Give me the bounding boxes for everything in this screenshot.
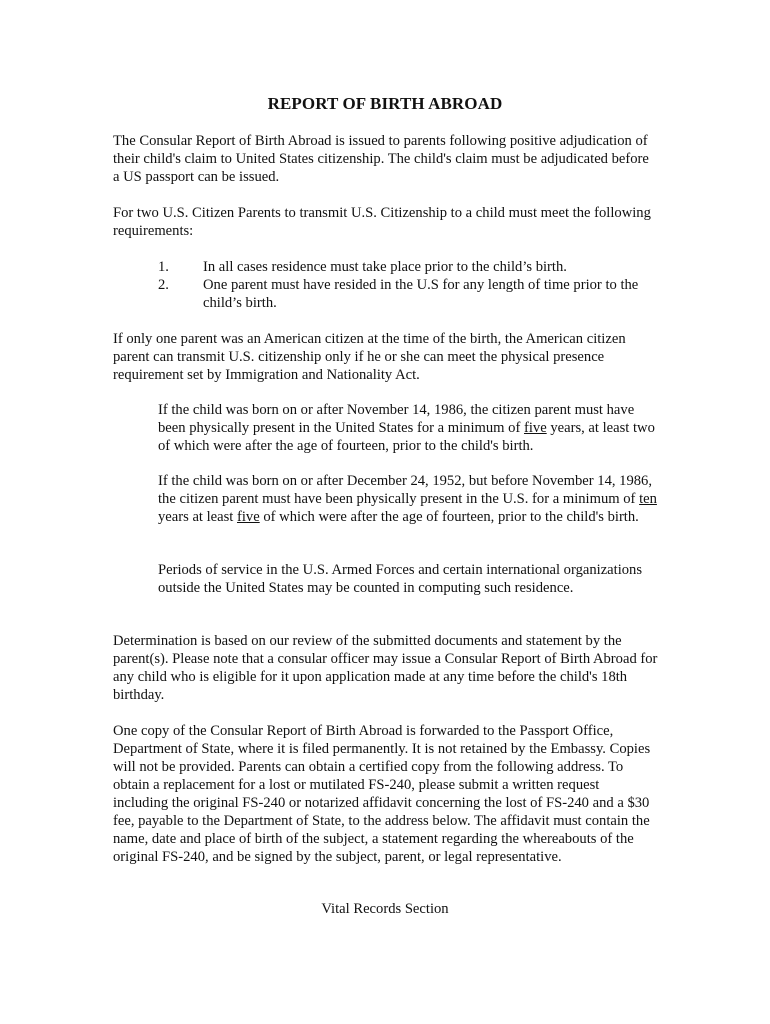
rule-1986-text-before: If the child was born on or after November 14, 1986, the citizen parent must have been physically present in the United States for a minimum of — [158, 402, 635, 436]
list-item — [113, 276, 658, 312]
one-parent-paragraph: If only one parent was an American citizen at the time of the birth, the American citizen parent can transmit U.S. citizenship only if he or she can meet the physical presence requirement set by Immigration and Nationality Act. — [113, 331, 626, 383]
document-title: REPORT OF BIRTH ABROAD — [267, 94, 503, 113]
rule-1986-underlined: five — [523, 420, 547, 436]
rule-1986-text-after: years, at least two of which were after the age of fourteen, prior to the child's birth. — [158, 420, 655, 454]
rule-1952-underlined-1: ten — [639, 491, 657, 507]
intro-paragraph: The Consular Report of Birth Abroad is issued to parents following positive adjudication of their child's claim to United States citizenship. The child's claim must be adjudicated before a US passport can be issued. — [113, 133, 649, 185]
rule-1952-underlined-2: five — [237, 509, 260, 525]
list-item-number: 1. — [158, 259, 169, 275]
rule-1952-text-after: of which were after the age of fourteen, prior to the child's birth. — [259, 509, 639, 525]
rule-1952-text-middle: years at least — [158, 509, 238, 525]
section-label: Vital Records Section — [321, 901, 449, 917]
rule-1952-text-before: If the child was born on or after December 24, 1952, but before November 14, 1986, the citizen parent must have been physically present in the U.S. for a minimum of — [158, 473, 653, 507]
two-parents-paragraph: For two U.S. Citizen Parents to transmit U.S. Citizenship to a child must meet the following requirements: — [113, 205, 651, 239]
armed-forces-paragraph: Periods of service in the U.S. Armed Forces and certain international organizations outside the United States may be counted in computing such residence. — [158, 562, 643, 596]
requirements-list — [113, 258, 658, 312]
list-item — [113, 258, 658, 276]
copy-info-paragraph: One copy of the Consular Report of Birth Abroad is forwarded to the Passport Office, Department of State, where it is filed permanently. It is not retained by the Embassy. Copies will not be provided. Parents can obtain a certified copy from the following address. To obtain a replacement for a lost or mutilated FS-240, please submit a written request including the original FS-240 or notarized affidavit concerning the lost of FS-240 and a $30 fee, payable to the Department of State, to the address below. The affidavit must contain the name, date and place of birth of the subject, a statement regarding the whereabouts of the original FS-240, and be signed by the subject, parent, or legal representative. — [113, 723, 651, 865]
determination-paragraph: Determination is based on our review of the submitted documents and statement by the parent(s). Please note that a consular officer may issue a Consular Report of Birth Abroad for any child who is eligible for it upon application made at any time before the child's 18th birthday. — [113, 633, 658, 703]
rule-1952-paragraph — [158, 472, 663, 526]
list-item-text: One parent must have resided in the U.S for any length of time prior to the child’s birth. — [203, 277, 639, 311]
list-item-text: In all cases residence must take place prior to the child’s birth. — [203, 259, 567, 275]
list-item-number: 2. — [158, 277, 169, 293]
rule-1986-paragraph — [158, 401, 663, 455]
